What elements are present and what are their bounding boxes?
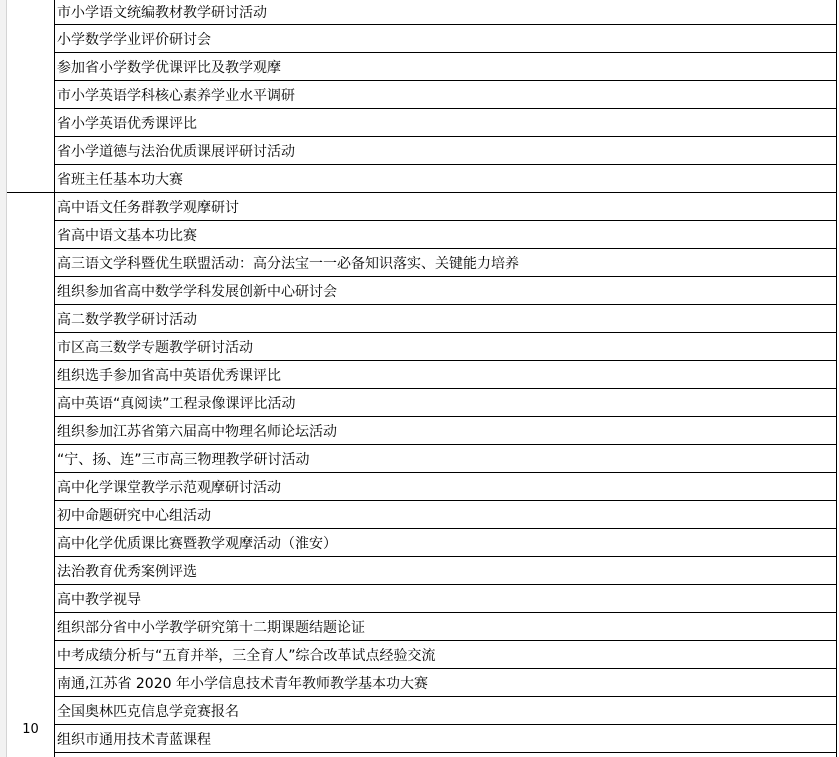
- merged-cell-bottom[interactable]: [7, 193, 54, 757]
- table-cell[interactable]: 全国奥林匹克信息学竞赛报名: [55, 697, 836, 725]
- table-cell[interactable]: 组织市通用技术青蓝课程: [55, 725, 836, 753]
- table-cell[interactable]: 市小学英语学科核心素养学业水平调研: [55, 81, 836, 109]
- merged-cell-label: 10: [22, 722, 39, 737]
- table-cell[interactable]: 高中语文任务群教学观摩研讨: [55, 193, 836, 221]
- table-cell[interactable]: 组织参加省高中数学学科发展创新中心研讨会: [55, 277, 836, 305]
- table-cell[interactable]: 高中化学课堂教学示范观摩研讨活动: [55, 473, 836, 501]
- table-cell[interactable]: 高中英语“真阅读”工程录像课评比活动: [55, 389, 836, 417]
- table-cell[interactable]: 组织部分省中小学教学研究第十二期课题结题论证: [55, 613, 836, 641]
- table-cell[interactable]: 高二数学教学研讨活动: [55, 305, 836, 333]
- table-cell[interactable]: 组织选手参加省高中英语优秀课评比: [55, 361, 836, 389]
- table-cell[interactable]: 初中命题研究中心组活动: [55, 501, 836, 529]
- table-cell[interactable]: 高中化学优质课比赛暨教学观摩活动（淮安）: [55, 529, 836, 557]
- table-cell[interactable]: “宁、扬、连”三市高三物理教学研讨活动: [55, 445, 836, 473]
- table-cell[interactable]: 省小学英语优秀课评比: [55, 109, 836, 137]
- table-cell[interactable]: 市小学语文统编教材教学研讨活动: [55, 0, 836, 25]
- table-cell[interactable]: 参加省小学数学优课评比及教学观摩: [55, 53, 836, 81]
- table-cell[interactable]: 省高中语文基本功比赛: [55, 221, 836, 249]
- table-cell[interactable]: 中考成绩分析与“五育并举，三全育人”综合改革试点经验交流: [55, 641, 836, 669]
- table-cell[interactable]: 法治教育优秀案例评选: [55, 557, 836, 585]
- table-cell[interactable]: 高中教学视导: [55, 585, 836, 613]
- table-cell[interactable]: 高三语文学科暨优生联盟活动：高分法宝一一必备知识落实、关键能力培养: [55, 249, 836, 277]
- table-cell[interactable]: 市区高三数学专题教学研讨活动: [55, 333, 836, 361]
- merged-cell-top[interactable]: [7, 0, 54, 193]
- column-b: [55, 0, 837, 757]
- table-cell[interactable]: 省小学道德与法治优质课展评研讨活动: [55, 137, 836, 165]
- column-a: [7, 0, 55, 757]
- table-cell[interactable]: 南通,江苏省 2020 年小学信息技术青年教师教学基本功大赛: [55, 669, 836, 697]
- table-cell[interactable]: 小学数学学业评价研讨会: [55, 25, 836, 53]
- table-cell[interactable]: 省班主任基本功大赛: [55, 165, 836, 193]
- table-cell[interactable]: 组织参加江苏省第六届高中物理名师论坛活动: [55, 417, 836, 445]
- row-header-gutter[interactable]: [0, 0, 7, 757]
